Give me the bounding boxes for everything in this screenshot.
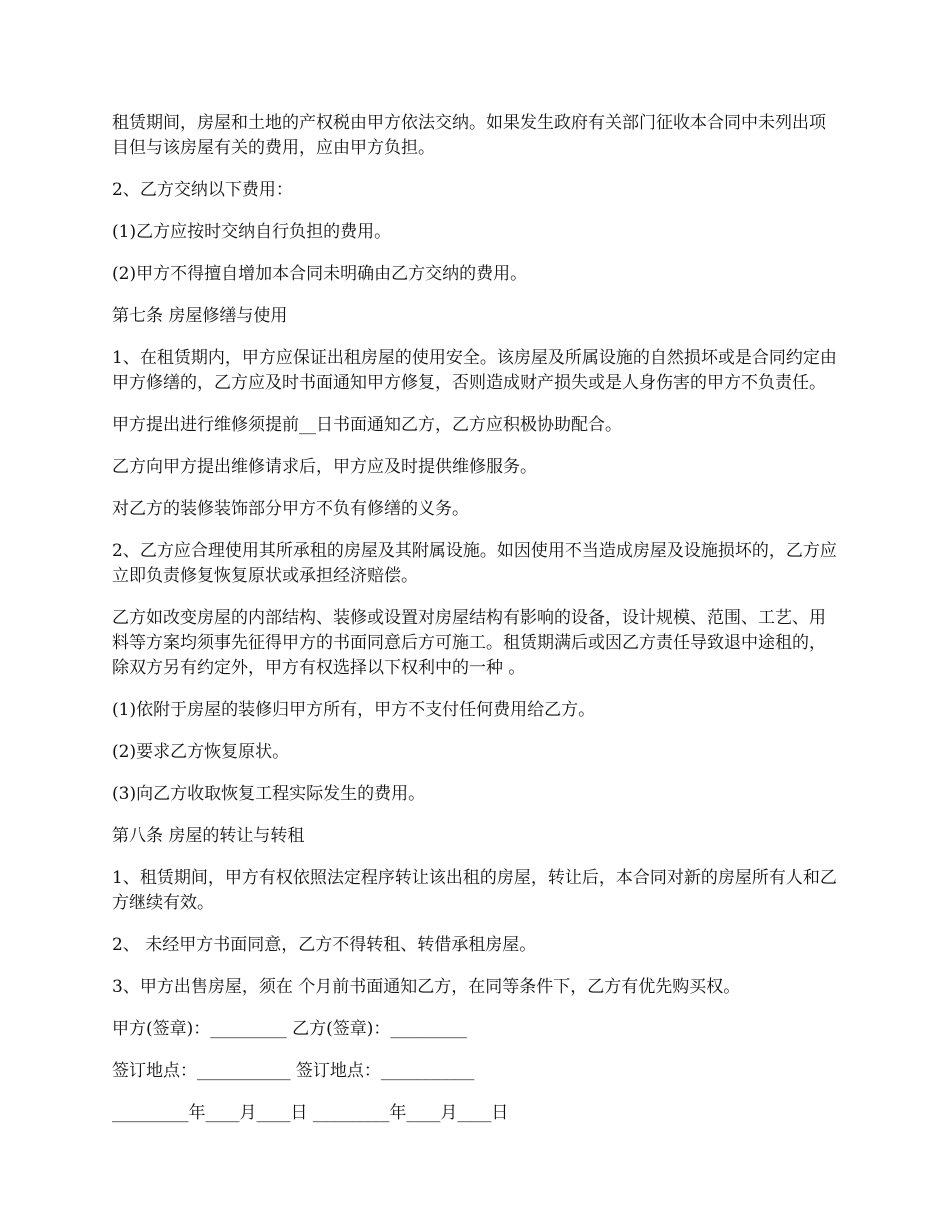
option-item-3: (3)向乙方收取恢复工程实际发生的费用。: [112, 784, 426, 804]
date-line: _________年____月____日 _________年____月____日: [112, 1103, 509, 1123]
transfer-clause-3: 3、甲方出售房屋，须在 个月前书面通知乙方，在同等条件下，乙方有优先购买权。: [112, 977, 741, 997]
document-page: [112, 111, 842, 1143]
tenant-fees-heading: 2、乙方交纳以下费用：: [112, 180, 293, 200]
article-7-heading: 第七条 房屋修缮与使用: [112, 306, 288, 326]
signature-line: 甲方(签章)：_________ 乙方(签章)：_________: [112, 1019, 467, 1039]
structure-change-paragraph: 乙方如改变房屋的内部结构、装修或设置对房屋结构有影响的设备，设计规模、范围、工艺、用料等方案均须事先征得甲方的书面同意后方可施工。租赁期满后或因乙方责任导致退中途租的，除双方另有约定外，甲方有权选择以下权利中的一种 。: [112, 608, 826, 678]
tax-paragraph: 租赁期间，房屋和土地的产权税由甲方依法交纳。如果发生政府有关部门征收本合同中未列出项目但与该房屋有关的费用，应由甲方负担。: [112, 113, 826, 158]
decoration-paragraph: 对乙方的装修装饰部分甲方不负有修缮的义务。: [112, 499, 469, 519]
repair-service-paragraph: 乙方向甲方提出维修请求后，甲方应及时提供维修服务。: [112, 457, 537, 477]
signing-place-line: 签订地点：___________ 签订地点：___________: [112, 1061, 475, 1081]
option-item-2: (2)要求乙方恢复原状。: [112, 742, 290, 762]
repair-clause-1: 1、在租赁期内，甲方应保证出租房屋的使用安全。该房屋及所属设施的自然损坏或是合同约定由甲方修缮的，乙方应及时书面通知甲方修复，否则造成财产损失或是人身伤害的甲方不负责任。: [112, 348, 837, 393]
use-clause-2: 2、乙方应合理使用其所承租的房屋及其附属设施。如因使用不当造成房屋及设施损坏的，乙方应立即负责修复恢复原状或承担经济赔偿。: [112, 541, 837, 586]
tenant-fees-item-1: (1)乙方应按时交纳自行负担的费用。: [112, 222, 392, 242]
repair-notice-paragraph: 甲方提出进行维修须提前__日书面通知乙方，乙方应积极协助配合。: [112, 415, 622, 435]
article-8-heading: 第八条 房屋的转让与转租: [112, 826, 305, 846]
tenant-fees-item-2: (2)甲方不得擅自增加本合同未明确由乙方交纳的费用。: [112, 264, 528, 284]
option-item-1: (1)依附于房屋的装修归甲方所有，甲方不支付任何费用给乙方。: [112, 700, 596, 720]
transfer-clause-1: 1、租赁期间，甲方有权依照法定程序转让该出租的房屋，转让后，本合同对新的房屋所有人和乙方继续有效。: [112, 868, 837, 913]
transfer-clause-2: 2、 未经甲方书面同意，乙方不得转租、转借承租房屋。: [112, 935, 537, 955]
